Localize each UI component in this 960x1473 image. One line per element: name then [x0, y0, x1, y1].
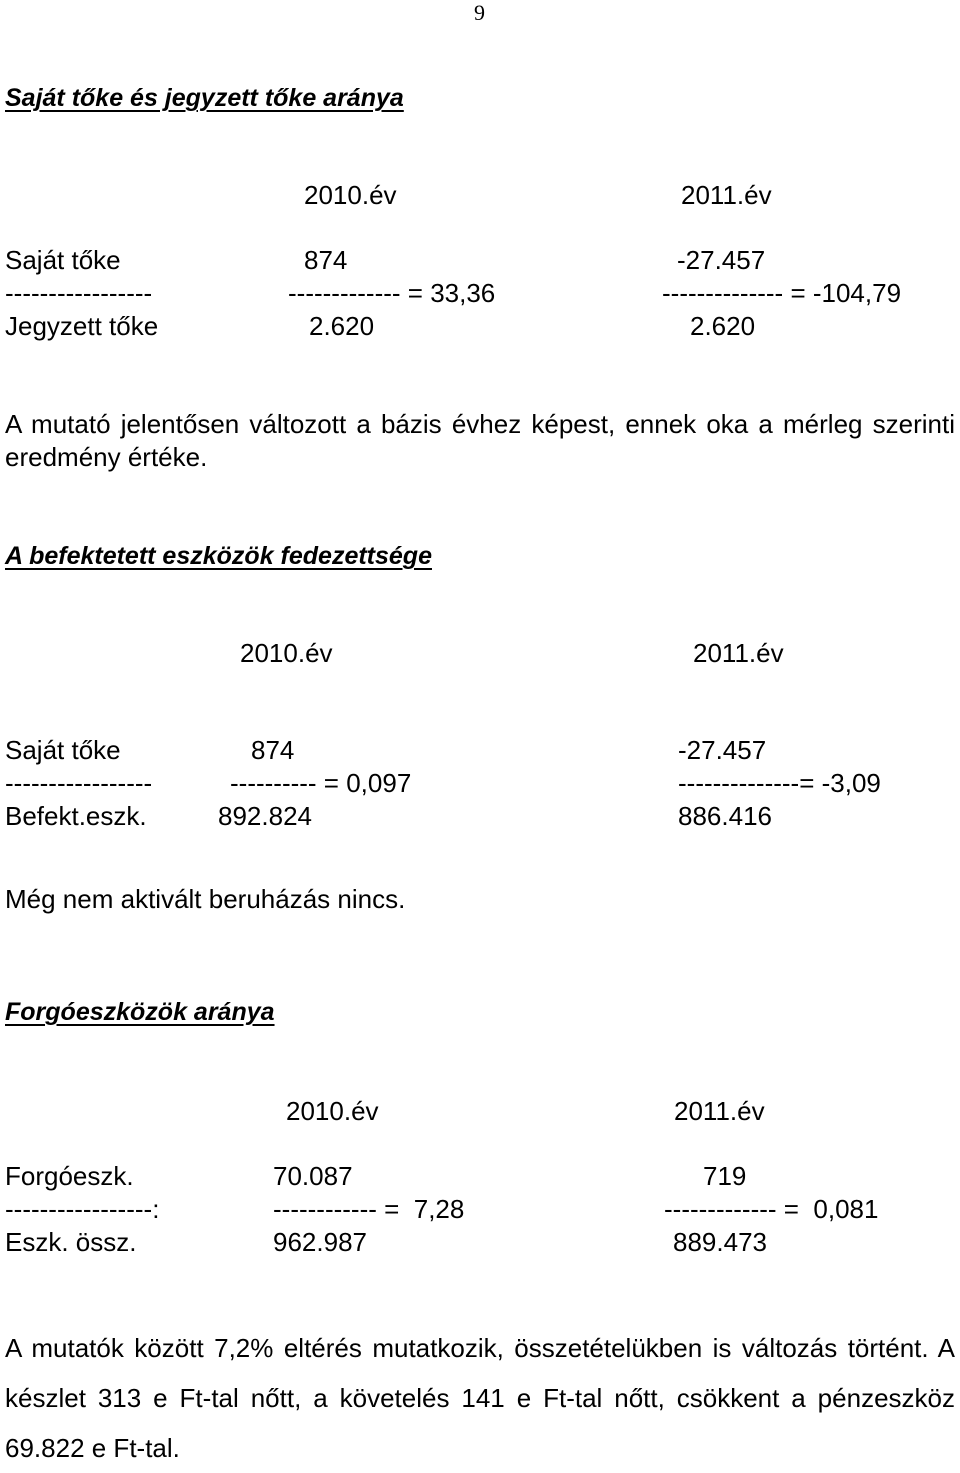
section-title-equity-ratio: Saját tőke és jegyzett tőke aránya: [5, 84, 404, 112]
fraction-result-2011: -------------- = -104,79: [662, 278, 902, 308]
year-2010-label: 2010.év: [286, 1096, 379, 1126]
fraction-result-2010: ------------- = 33,36: [288, 278, 496, 308]
denominator-label: Jegyzett tőke: [5, 311, 159, 341]
section-title-current-assets-ratio: Forgóeszközök aránya: [5, 998, 275, 1026]
numerator-2011: 719: [703, 1161, 747, 1191]
numerator-label: Forgóeszk.: [5, 1161, 134, 1191]
year-2011-label: 2011.év: [693, 638, 784, 668]
year-2010-label: 2010.év: [304, 180, 397, 210]
numerator-2011: -27.457: [677, 245, 766, 275]
fraction-dash-label: -----------------: [5, 768, 153, 798]
fraction-result-2011: ------------- = 0,081: [664, 1194, 879, 1224]
denominator-2011: 889.473: [673, 1227, 767, 1257]
section-title-fixed-assets-coverage: A befektetett eszközök fedezettsége: [5, 542, 432, 570]
section-note-current-assets-ratio: A mutatók között 7,2% eltérés mutatkozik, összetételükben is változás történt. A készlet 313 e Ft-tal nőtt, a követelés 141 e Ft-tal nőtt, csökkent a pénzeszköz 69.822 e Ft-tal.: [5, 1333, 955, 1463]
numerator-2010: 874: [304, 245, 348, 275]
denominator-2010: 962.987: [273, 1227, 367, 1257]
numerator-label: Saját tőke: [5, 735, 121, 765]
numerator-2010: 70.087: [273, 1161, 353, 1191]
year-2011-label: 2011.év: [681, 180, 772, 210]
page-number: 9: [474, 0, 485, 25]
year-2010-label: 2010.év: [240, 638, 333, 668]
numerator-2011: -27.457: [678, 735, 767, 765]
section-note-fixed-assets-coverage: Még nem aktivált beruházás nincs.: [5, 884, 406, 914]
fraction-result-2011: --------------= -3,09: [678, 768, 881, 798]
denominator-2011: 2.620: [690, 311, 756, 341]
fraction-dash-label: -----------------: [5, 278, 153, 308]
denominator-label: Eszk. össz.: [5, 1227, 137, 1257]
denominator-2011: 886.416: [678, 801, 772, 831]
denominator-2010: 892.824: [218, 801, 312, 831]
fraction-result-2010: ---------- = 0,097: [230, 768, 412, 798]
denominator-label: Befekt.eszk.: [5, 801, 147, 831]
numerator-2010: 874: [251, 735, 295, 765]
denominator-2010: 2.620: [309, 311, 375, 341]
section-note-equity-ratio: A mutató jelentősen változott a bázis évhez képest, ennek oka a mérleg szerinti eredmény értéke.: [5, 409, 955, 472]
fraction-dash-label: -----------------:: [5, 1194, 160, 1224]
fraction-result-2010: ------------ = 7,28: [273, 1194, 465, 1224]
numerator-label: Saját tőke: [5, 245, 121, 275]
year-2011-label: 2011.év: [674, 1096, 765, 1126]
